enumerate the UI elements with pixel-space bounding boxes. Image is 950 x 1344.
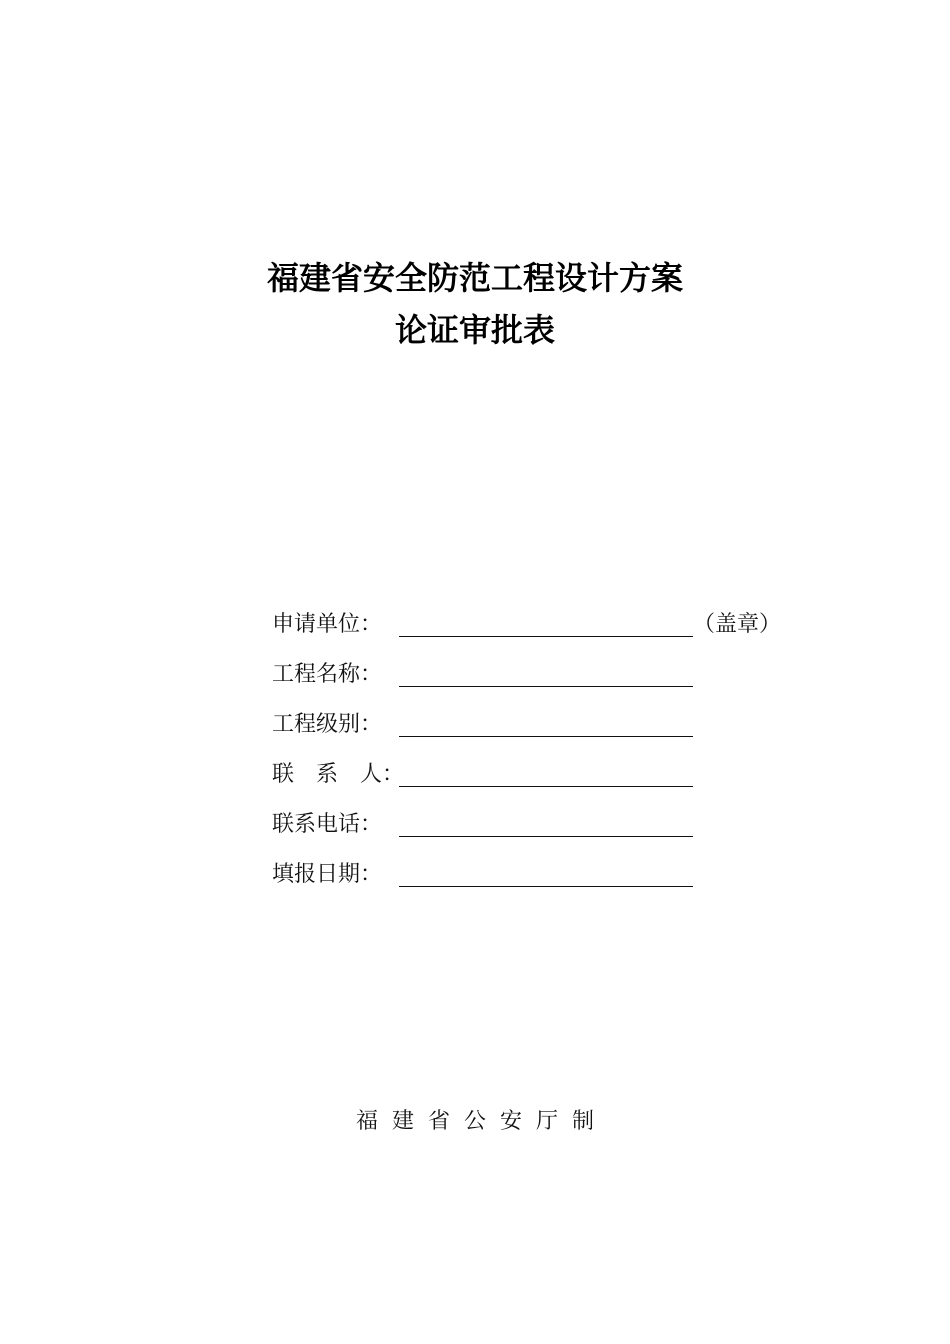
fill-date-label: 填报日期： xyxy=(272,862,383,887)
applicant-unit-label: 申请单位： xyxy=(272,612,383,637)
project-name-label: 工程名称： xyxy=(272,662,383,687)
field-contact-phone xyxy=(272,805,832,855)
field-contact-person xyxy=(272,755,832,805)
field-project-name xyxy=(272,655,832,705)
contact-phone-label: 联系电话： xyxy=(272,812,383,837)
issuer-footer: 福建省公安厅制 xyxy=(355,1109,608,1134)
contact-person-blank[interactable] xyxy=(399,786,693,787)
project-level-label: 工程级别： xyxy=(272,712,383,737)
applicant-unit-blank[interactable] xyxy=(399,636,693,637)
application-info-form xyxy=(272,605,832,905)
fill-date-blank[interactable] xyxy=(399,886,693,887)
seal-note: （盖章） xyxy=(693,612,782,637)
document-title-line-2: 论证审批表 xyxy=(394,311,555,349)
contact-phone-blank[interactable] xyxy=(399,836,693,837)
field-applicant-unit xyxy=(272,605,832,655)
field-project-level xyxy=(272,705,832,755)
document-title-line-1: 福建省安全防范工程设计方案 xyxy=(266,259,683,297)
project-name-blank[interactable] xyxy=(399,686,693,687)
field-fill-date xyxy=(272,855,832,905)
project-level-blank[interactable] xyxy=(399,736,693,737)
contact-person-label: 联 系 人： xyxy=(272,762,405,787)
